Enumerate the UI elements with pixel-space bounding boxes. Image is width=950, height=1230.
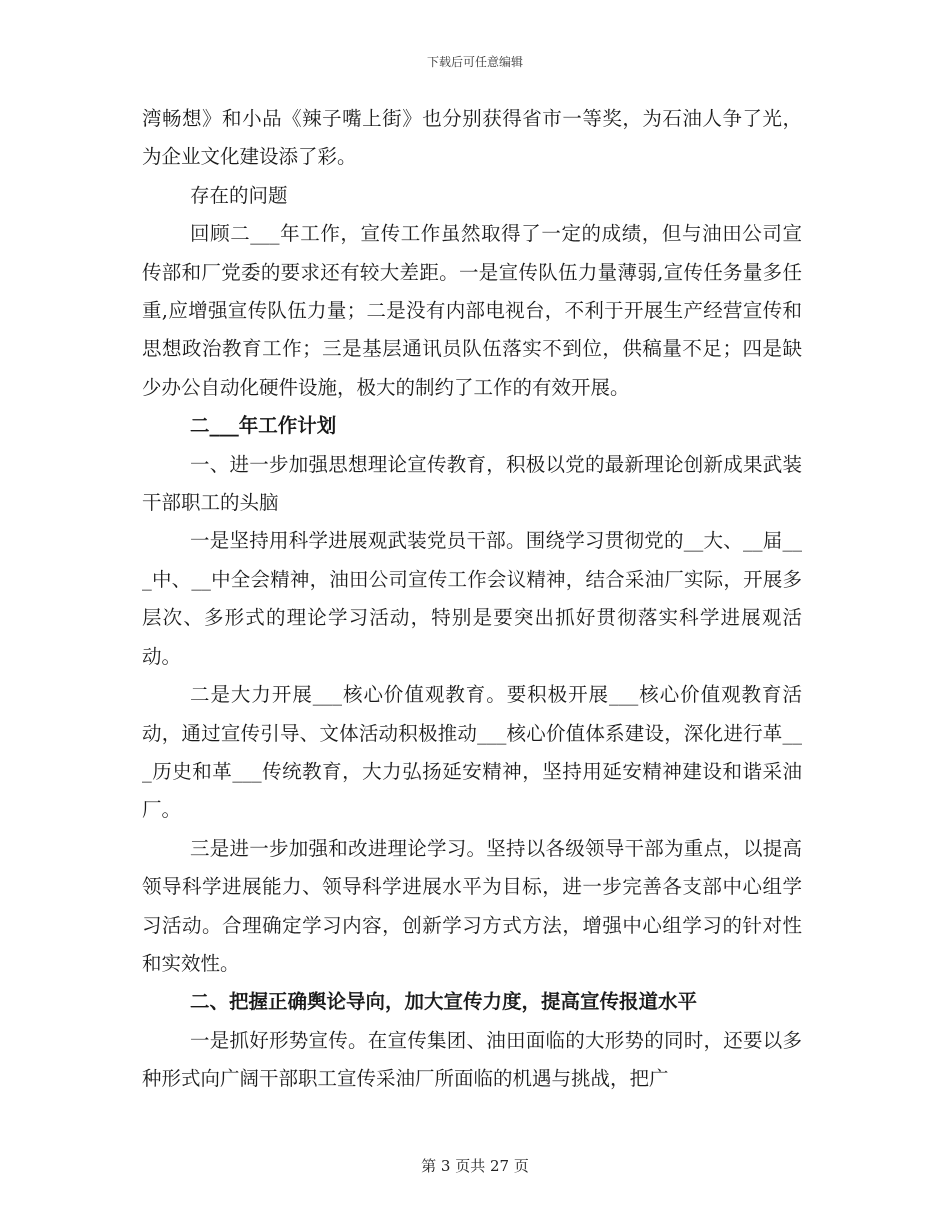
paragraph: 三是进一步加强和改进理论学习。坚持以各级领导干部为重点，以提高领导科学进展能力、领导科学进展水平为目标，进一步完善各支部中心组学习活动。合理确定学习内容，创新学习方式方法，增强中心组学习的针对性和实效性。 (142, 836, 802, 975)
page-header: 下载后可任意编辑 (426, 55, 523, 69)
paragraph: 二是大力开展___核心价值观教育。要积极开展___核心价值观教育活动，通过宣传引导、文体活动积极推动___核心价值体系建设，深化进行革___历史和革___传统教育，大力弘扬延安精神，坚持用延安精神建设和谐采油厂。 (142, 683, 802, 822)
section-heading: 存在的问题 (190, 183, 288, 207)
paragraph: 一、进一步加强思想理论宣传教育，积极以党的最新理论创新成果武装干部职工的头脑 (142, 452, 802, 515)
document-body (142, 100, 802, 1099)
paragraph: 湾畅想》和小品《辣子嘴上街》也分别获得省市一等奖，为石油人争了光，为企业文化建设添了彩。 (142, 107, 802, 169)
section-heading: 二___年工作计划 (190, 414, 337, 438)
paragraph: 一是抓好形势宣传。在宣传集团、油田面临的大形势的同时，还要以多种形式向广阔干部职工宣传采油厂所面临的机遇与挑战，把广 (142, 1028, 802, 1091)
paragraph: 回顾二___年工作，宣传工作虽然取得了一定的成绩，但与油田公司宣传部和厂党委的要求还有较大差距。一是宣传队伍力量薄弱,宣传任务量多任重,应增强宣传队伍力量；二是没有内部电视台，不利于开展生产经营宣传和思想政治教育工作；三是基层通讯员队伍落实不到位，供稿量不足；四是缺少办公自动化硬件设施，极大的制约了工作的有效开展。 (142, 222, 802, 399)
page-number: 第 3 页共 27 页 (421, 1157, 529, 1175)
section-heading: 二、把握正确舆论导向，加大宣传力度，提高宣传报道水平 (190, 990, 698, 1014)
paragraph: 一是坚持用科学进展观武装党员干部。围绕学习贯彻党的__大、__届___中、__中全会精神，油田公司宣传工作会议精神，结合采油厂实际，开展多层次、多形式的理论学习活动，特别是要突出抓好贯彻落实科学进展观活动。 (142, 529, 802, 668)
